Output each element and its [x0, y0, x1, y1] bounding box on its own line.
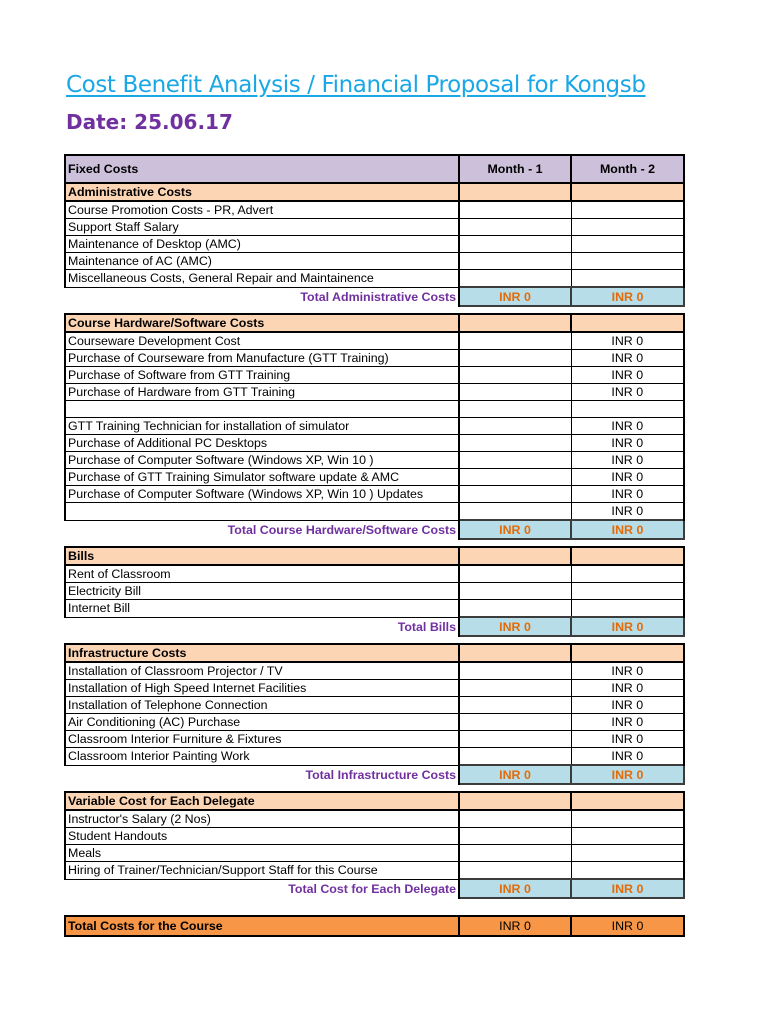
section-header-row [65, 314, 684, 332]
value-cell [459, 862, 571, 880]
value-cell [571, 810, 684, 828]
grand-total-row [65, 916, 684, 936]
table-row [65, 332, 684, 350]
bills-section-title: Bills [65, 547, 459, 565]
section-cell [459, 183, 571, 201]
value-cell [459, 452, 571, 469]
value-cell: INR 0 [571, 384, 684, 401]
spacer-row [65, 784, 684, 792]
item-label: Purchase of Courseware from Manufacture (GTT Training) [65, 350, 459, 367]
item-label: Support Staff Salary [65, 219, 459, 236]
table-row [65, 731, 684, 748]
item-label: Purchase of Additional PC Desktops [65, 435, 459, 452]
section-cell [571, 547, 684, 565]
value-cell: INR 0 [571, 486, 684, 503]
value-cell: INR 0 [571, 662, 684, 680]
total-row [65, 287, 684, 306]
section-header-row [65, 792, 684, 810]
value-cell [571, 862, 684, 880]
table-row [65, 401, 684, 418]
value-cell: INR 0 [571, 748, 684, 766]
hardware-total-label: Total Course Hardware/Software Costs [65, 520, 459, 539]
item-label: Instructor's Salary (2 Nos) [65, 810, 459, 828]
table-row [65, 253, 684, 270]
table-row [65, 583, 684, 600]
hardware-total-month-2: INR 0 [571, 520, 684, 539]
item-label [65, 503, 459, 521]
item-label: Purchase of GTT Training Simulator software update & AMC [65, 469, 459, 486]
table-row [65, 845, 684, 862]
item-label: Purchase of Computer Software (Windows XP, Win 10 ) [65, 452, 459, 469]
value-cell [459, 731, 571, 748]
value-cell [459, 714, 571, 731]
table-row [65, 418, 684, 435]
infra-section-title: Infrastructure Costs [65, 644, 459, 662]
item-label: Meals [65, 845, 459, 862]
month-2-header: Month - 2 [571, 155, 684, 183]
value-cell [459, 253, 571, 270]
value-cell [459, 662, 571, 680]
admin-total-month-1: INR 0 [459, 287, 571, 306]
section-cell [459, 547, 571, 565]
hardware-total-month-1: INR 0 [459, 520, 571, 539]
table-row [65, 810, 684, 828]
value-cell: INR 0 [571, 714, 684, 731]
infra-total-month-1: INR 0 [459, 765, 571, 784]
item-label: Maintenance of AC (AMC) [65, 253, 459, 270]
item-label: Miscellaneous Costs, General Repair and Maintainence [65, 270, 459, 288]
table-row [65, 350, 684, 367]
table-row [65, 680, 684, 697]
admin-section-title: Administrative Costs [65, 183, 459, 201]
table-row [65, 503, 684, 521]
value-cell [459, 384, 571, 401]
table-row [65, 697, 684, 714]
page-title: Cost Benefit Analysis / Financial Proposal for Kongsb [66, 72, 646, 98]
section-cell [459, 314, 571, 332]
section-header-row [65, 644, 684, 662]
item-label [65, 401, 459, 418]
value-cell [459, 401, 571, 418]
value-cell: INR 0 [571, 452, 684, 469]
value-cell [571, 845, 684, 862]
spacer-row [65, 636, 684, 644]
value-cell: INR 0 [571, 332, 684, 350]
item-label: Purchase of Hardware from GTT Training [65, 384, 459, 401]
item-label: Installation of High Speed Internet Facilities [65, 680, 459, 697]
variable-total-month-1: INR 0 [459, 879, 571, 898]
value-cell [459, 565, 571, 583]
item-label: Installation of Classroom Projector / TV [65, 662, 459, 680]
value-cell [571, 219, 684, 236]
value-cell [571, 401, 684, 418]
table-row [65, 435, 684, 452]
total-row [65, 617, 684, 636]
admin-total-label: Total Administrative Costs [65, 287, 459, 306]
item-label: Air Conditioning (AC) Purchase [65, 714, 459, 731]
bills-total-month-1: INR 0 [459, 617, 571, 636]
table-row [65, 600, 684, 618]
item-label: Classroom Interior Painting Work [65, 748, 459, 766]
header-row [65, 155, 684, 183]
table-row [65, 384, 684, 401]
item-label: Maintenance of Desktop (AMC) [65, 236, 459, 253]
item-label: Hiring of Trainer/Technician/Support Staff for this Course [65, 862, 459, 880]
section-cell [571, 314, 684, 332]
grand-total-month-1: INR 0 [459, 916, 571, 936]
table-row [65, 236, 684, 253]
value-cell [571, 236, 684, 253]
value-cell [459, 486, 571, 503]
cost-table [64, 154, 685, 937]
fixed-costs-header: Fixed Costs [65, 155, 459, 183]
value-cell [571, 583, 684, 600]
value-cell: INR 0 [571, 697, 684, 714]
value-cell [459, 367, 571, 384]
table-row [65, 486, 684, 503]
bills-total-label: Total Bills [65, 617, 459, 636]
value-cell [459, 697, 571, 714]
section-header-row [65, 547, 684, 565]
value-cell [459, 236, 571, 253]
table-row [65, 862, 684, 880]
value-cell [571, 253, 684, 270]
value-cell [571, 828, 684, 845]
section-cell [571, 792, 684, 810]
grand-total-month-2: INR 0 [571, 916, 684, 936]
table-row [65, 748, 684, 766]
value-cell [459, 332, 571, 350]
value-cell [459, 435, 571, 452]
infra-total-month-2: INR 0 [571, 765, 684, 784]
value-cell: INR 0 [571, 503, 684, 521]
table-row [65, 201, 684, 219]
table-row [65, 367, 684, 384]
item-label: Student Handouts [65, 828, 459, 845]
value-cell [459, 583, 571, 600]
table-row [65, 452, 684, 469]
item-label: Purchase of Software from GTT Training [65, 367, 459, 384]
item-label: Installation of Telephone Connection [65, 697, 459, 714]
value-cell [459, 469, 571, 486]
item-label: Electricity Bill [65, 583, 459, 600]
admin-total-month-2: INR 0 [571, 287, 684, 306]
value-cell [571, 270, 684, 288]
item-label: Courseware Development Cost [65, 332, 459, 350]
date-label: Date: 25.06.17 [66, 110, 233, 134]
variable-total-label: Total Cost for Each Delegate [65, 879, 459, 898]
section-cell [571, 183, 684, 201]
bills-total-month-2: INR 0 [571, 617, 684, 636]
item-label: Internet Bill [65, 600, 459, 618]
grand-total-label: Total Costs for the Course [65, 916, 459, 936]
value-cell: INR 0 [571, 418, 684, 435]
table-row [65, 828, 684, 845]
section-cell [571, 644, 684, 662]
spacer-row [65, 898, 684, 916]
value-cell: INR 0 [571, 350, 684, 367]
total-row [65, 520, 684, 539]
value-cell [459, 219, 571, 236]
value-cell [459, 680, 571, 697]
item-label: Rent of Classroom [65, 565, 459, 583]
value-cell [459, 828, 571, 845]
table-row [65, 270, 684, 288]
hardware-section-title: Course Hardware/Software Costs [65, 314, 459, 332]
table-row [65, 662, 684, 680]
value-cell: INR 0 [571, 367, 684, 384]
item-label: Purchase of Computer Software (Windows XP, Win 10 ) Updates [65, 486, 459, 503]
value-cell [571, 565, 684, 583]
table-row [65, 219, 684, 236]
value-cell [459, 201, 571, 219]
value-cell [571, 201, 684, 219]
variable-total-month-2: INR 0 [571, 879, 684, 898]
spacer-row [65, 306, 684, 314]
table-row [65, 469, 684, 486]
item-label: GTT Training Technician for installation of simulator [65, 418, 459, 435]
value-cell [459, 845, 571, 862]
value-cell [459, 270, 571, 288]
value-cell [459, 600, 571, 618]
value-cell [459, 748, 571, 766]
value-cell [459, 418, 571, 435]
section-cell [459, 644, 571, 662]
section-cell [459, 792, 571, 810]
item-label: Classroom Interior Furniture & Fixtures [65, 731, 459, 748]
value-cell: INR 0 [571, 435, 684, 452]
section-header-row [65, 183, 684, 201]
table-row [65, 565, 684, 583]
value-cell: INR 0 [571, 731, 684, 748]
value-cell: INR 0 [571, 469, 684, 486]
value-cell [459, 503, 571, 521]
table-row [65, 714, 684, 731]
total-row [65, 765, 684, 784]
item-label: Course Promotion Costs - PR, Advert [65, 201, 459, 219]
value-cell [459, 810, 571, 828]
value-cell: INR 0 [571, 680, 684, 697]
total-row [65, 879, 684, 898]
variable-section-title: Variable Cost for Each Delegate [65, 792, 459, 810]
infra-total-label: Total Infrastructure Costs [65, 765, 459, 784]
month-1-header: Month - 1 [459, 155, 571, 183]
value-cell [459, 350, 571, 367]
spacer-row [65, 539, 684, 547]
value-cell [571, 600, 684, 618]
